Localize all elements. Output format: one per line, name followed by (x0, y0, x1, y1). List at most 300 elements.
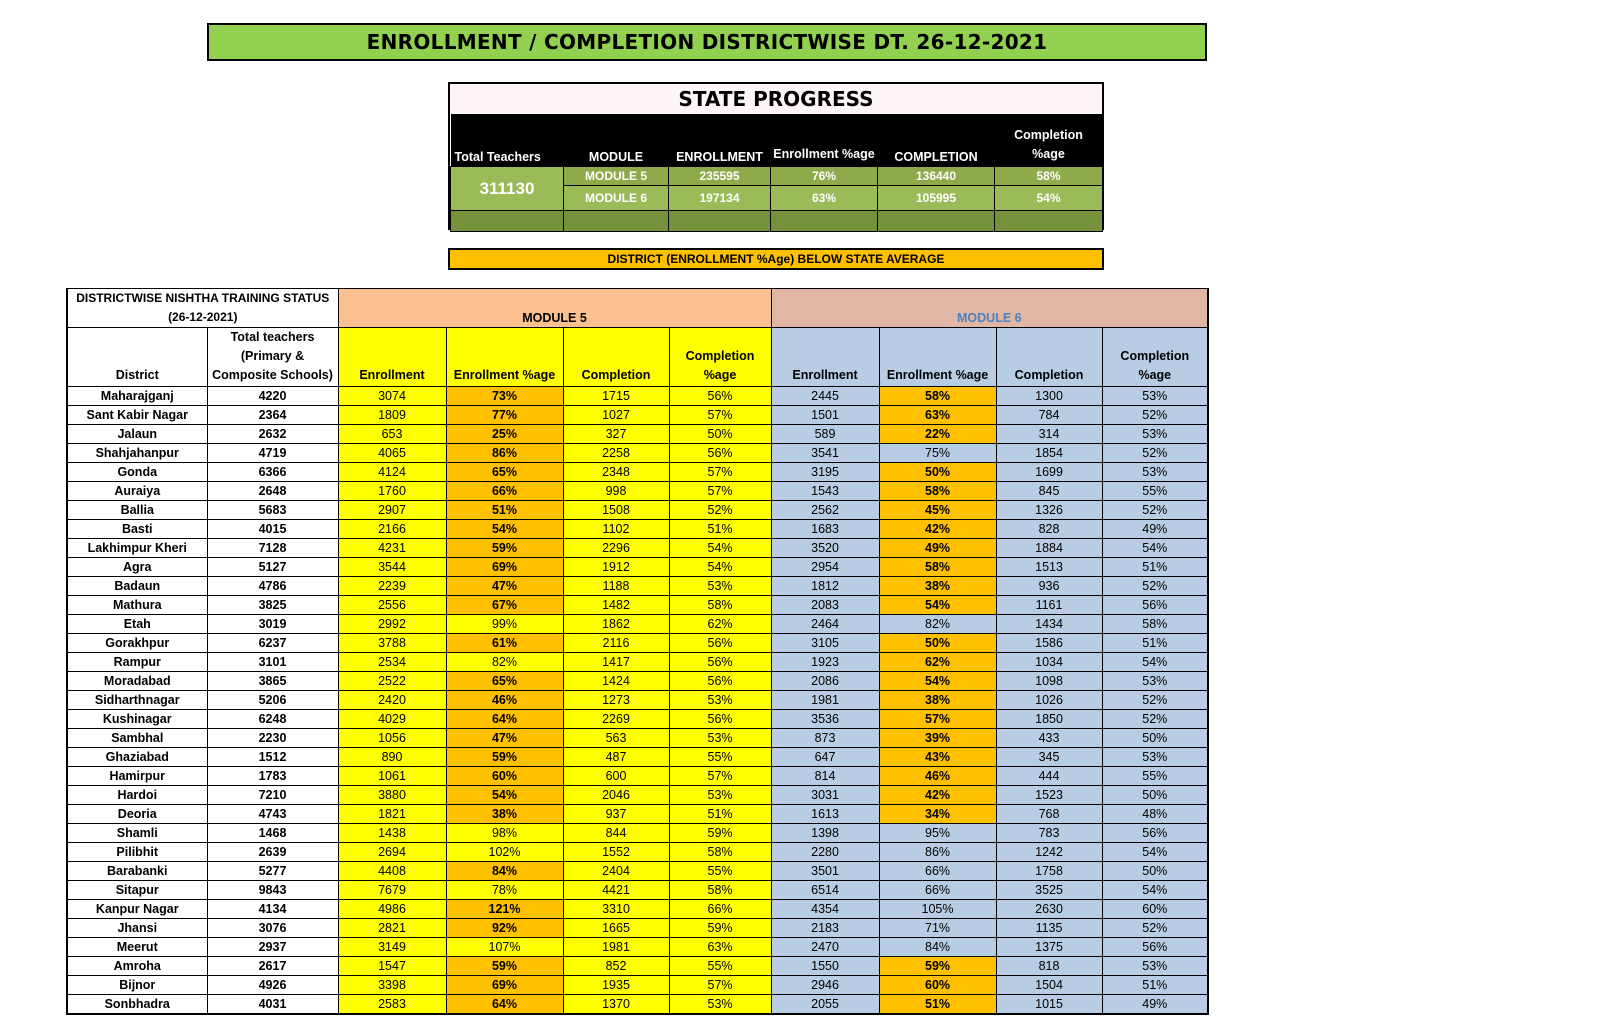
m5-completion-pct: 58% (669, 843, 771, 862)
col-enrollment: ENROLLMENT (669, 114, 771, 167)
m5-completion: 844 (563, 824, 669, 843)
table-row (67, 976, 1208, 995)
m5-completion: 327 (563, 425, 669, 444)
m5-enrollment: 1547 (338, 957, 446, 976)
empty-cell (995, 211, 1103, 232)
m6-completion: 768 (996, 805, 1102, 824)
m6-completion-pct: 58% (1102, 615, 1208, 634)
m6-enrollment-pct: 66% (879, 881, 996, 900)
col-completion-pct: Completion %age (995, 114, 1103, 167)
completion-pct-value: 54% (995, 186, 1103, 211)
table-row (67, 710, 1208, 729)
m6-enrollment: 1683 (771, 520, 879, 539)
table-row (67, 425, 1208, 444)
m6-completion: 1854 (996, 444, 1102, 463)
district-name: Jalaun (67, 425, 207, 444)
m5-completion-pct: 57% (669, 767, 771, 786)
m5-enrollment: 3074 (338, 387, 446, 406)
m5-enrollment-pct: 60% (446, 767, 563, 786)
total-teachers: 1512 (207, 748, 338, 767)
m6-enrollment-pct: 50% (879, 634, 996, 653)
m5-completion-pct: 57% (669, 406, 771, 425)
total-teachers: 4743 (207, 805, 338, 824)
m6-completion: 845 (996, 482, 1102, 501)
m5-completion: 998 (563, 482, 669, 501)
m5-enrollment: 3880 (338, 786, 446, 805)
table-row (67, 843, 1208, 862)
m5-enrollment-pct: 61% (446, 634, 563, 653)
m5-col-enrollment: Enrollment (338, 328, 446, 387)
m5-completion-pct: 52% (669, 501, 771, 520)
district-name: Sambhal (67, 729, 207, 748)
m5-enrollment-pct: 64% (446, 995, 563, 1015)
m5-completion-pct: 56% (669, 444, 771, 463)
m5-enrollment-pct: 47% (446, 577, 563, 596)
total-teachers: 3101 (207, 653, 338, 672)
m6-completion-pct: 51% (1102, 634, 1208, 653)
district-name: Rampur (67, 653, 207, 672)
m6-completion: 1326 (996, 501, 1102, 520)
m5-enrollment-pct: 54% (446, 786, 563, 805)
m6-col-completion: Completion (996, 328, 1102, 387)
m6-enrollment: 3501 (771, 862, 879, 881)
page-title: ENROLLMENT / COMPLETION DISTRICTWISE DT. 26-12-2021 (207, 23, 1207, 61)
m5-enrollment: 4231 (338, 539, 446, 558)
table-row (67, 805, 1208, 824)
district-name: Etah (67, 615, 207, 634)
district-name: Shahjahanpur (67, 444, 207, 463)
total-teachers: 9843 (207, 881, 338, 900)
m6-completion-pct: 52% (1102, 444, 1208, 463)
district-name: Basti (67, 520, 207, 539)
total-teachers: 3825 (207, 596, 338, 615)
m6-enrollment-pct: 60% (879, 976, 996, 995)
district-name: Bijnor (67, 976, 207, 995)
m5-completion: 1417 (563, 653, 669, 672)
m5-enrollment: 2166 (338, 520, 446, 539)
m5-enrollment-pct: 54% (446, 520, 563, 539)
district-table (66, 288, 1209, 1015)
completion-pct-value: 58% (995, 167, 1103, 186)
m6-enrollment-pct: 63% (879, 406, 996, 425)
district-name: Badaun (67, 577, 207, 596)
m6-completion: 1523 (996, 786, 1102, 805)
m6-completion: 1434 (996, 615, 1102, 634)
total-teachers: 4926 (207, 976, 338, 995)
m6-enrollment: 2946 (771, 976, 879, 995)
m6-completion: 444 (996, 767, 1102, 786)
m5-enrollment: 2992 (338, 615, 446, 634)
m6-col-enrollment: Enrollment (771, 328, 879, 387)
total-teachers: 2617 (207, 957, 338, 976)
m6-completion-pct: 52% (1102, 501, 1208, 520)
empty-cell (564, 211, 669, 232)
m6-enrollment-pct: 38% (879, 691, 996, 710)
m6-completion-pct: 53% (1102, 672, 1208, 691)
m6-completion-pct: 53% (1102, 387, 1208, 406)
module-label: MODULE 6 (564, 186, 669, 211)
m5-completion-pct: 57% (669, 463, 771, 482)
completion-value: 136440 (878, 167, 995, 186)
m6-enrollment: 873 (771, 729, 879, 748)
total-teachers: 1468 (207, 824, 338, 843)
district-name: Shamli (67, 824, 207, 843)
table-row (67, 691, 1208, 710)
m6-enrollment-pct: 54% (879, 596, 996, 615)
m6-completion: 314 (996, 425, 1102, 444)
m6-completion: 3525 (996, 881, 1102, 900)
m5-completion-pct: 55% (669, 748, 771, 767)
m5-completion: 487 (563, 748, 669, 767)
m5-enrollment: 1760 (338, 482, 446, 501)
m5-enrollment: 890 (338, 748, 446, 767)
m5-enrollment-pct: 59% (446, 539, 563, 558)
m5-completion: 1188 (563, 577, 669, 596)
m6-completion-pct: 53% (1102, 425, 1208, 444)
m5-enrollment: 3398 (338, 976, 446, 995)
total-teachers: 7210 (207, 786, 338, 805)
m6-enrollment: 1398 (771, 824, 879, 843)
m6-enrollment-pct: 84% (879, 938, 996, 957)
m5-col-completion: Completion (563, 328, 669, 387)
table-row (67, 938, 1208, 957)
m5-enrollment-pct: 99% (446, 615, 563, 634)
m6-enrollment: 2562 (771, 501, 879, 520)
table-row (67, 919, 1208, 938)
col-module: MODULE (564, 114, 669, 167)
district-name: Sitapur (67, 881, 207, 900)
district-name: Sant Kabir Nagar (67, 406, 207, 425)
m6-enrollment: 3541 (771, 444, 879, 463)
total-teachers: 3019 (207, 615, 338, 634)
m5-completion: 852 (563, 957, 669, 976)
m6-completion-pct: 56% (1102, 824, 1208, 843)
district-table-body (67, 387, 1208, 1015)
m5-completion-pct: 53% (669, 691, 771, 710)
m5-completion-pct: 54% (669, 558, 771, 577)
col-total-teachers: Total teachers (Primary & Composite Schools) (207, 328, 338, 387)
m5-enrollment-pct: 77% (446, 406, 563, 425)
m6-enrollment: 2470 (771, 938, 879, 957)
m5-completion: 1273 (563, 691, 669, 710)
m6-enrollment-pct: 58% (879, 387, 996, 406)
m6-enrollment-pct: 42% (879, 786, 996, 805)
m5-enrollment-pct: 38% (446, 805, 563, 824)
m5-enrollment: 7679 (338, 881, 446, 900)
m5-completion: 1981 (563, 938, 669, 957)
m5-enrollment-pct: 92% (446, 919, 563, 938)
m5-completion: 2269 (563, 710, 669, 729)
m6-enrollment: 6514 (771, 881, 879, 900)
m5-enrollment: 2239 (338, 577, 446, 596)
district-name: Kushinagar (67, 710, 207, 729)
district-name: Hardoi (67, 786, 207, 805)
m5-col-enrollment-pct: Enrollment %age (446, 328, 563, 387)
m5-enrollment: 4986 (338, 900, 446, 919)
m5-completion: 1665 (563, 919, 669, 938)
district-name: Deoria (67, 805, 207, 824)
m6-completion: 1098 (996, 672, 1102, 691)
district-name: Auraiya (67, 482, 207, 501)
m6-enrollment-pct: 71% (879, 919, 996, 938)
m6-completion-pct: 60% (1102, 900, 1208, 919)
table-row (67, 501, 1208, 520)
m5-completion: 1552 (563, 843, 669, 862)
m6-enrollment: 647 (771, 748, 879, 767)
m6-completion-pct: 52% (1102, 577, 1208, 596)
m6-enrollment-pct: 38% (879, 577, 996, 596)
m5-completion-pct: 57% (669, 976, 771, 995)
table-row (67, 539, 1208, 558)
m5-enrollment: 4065 (338, 444, 446, 463)
district-name: Amroha (67, 957, 207, 976)
total-teachers: 4134 (207, 900, 338, 919)
table-row (67, 748, 1208, 767)
district-name: Mathura (67, 596, 207, 615)
m6-completion: 1026 (996, 691, 1102, 710)
m5-enrollment-pct: 59% (446, 957, 563, 976)
m6-completion-pct: 52% (1102, 406, 1208, 425)
m5-completion: 1935 (563, 976, 669, 995)
m5-enrollment: 3544 (338, 558, 446, 577)
total-teachers: 4220 (207, 387, 338, 406)
empty-cell (451, 211, 564, 232)
m6-enrollment-pct: 22% (879, 425, 996, 444)
m6-completion: 1504 (996, 976, 1102, 995)
m6-enrollment-pct: 39% (879, 729, 996, 748)
empty-cell (878, 211, 995, 232)
m6-enrollment: 814 (771, 767, 879, 786)
m5-enrollment: 1061 (338, 767, 446, 786)
m5-enrollment-pct: 65% (446, 463, 563, 482)
district-name: Moradabad (67, 672, 207, 691)
m6-completion-pct: 53% (1102, 957, 1208, 976)
m6-completion: 936 (996, 577, 1102, 596)
m6-completion: 1242 (996, 843, 1102, 862)
m6-completion-pct: 49% (1102, 520, 1208, 539)
m5-completion: 2296 (563, 539, 669, 558)
district-name: Hamirpur (67, 767, 207, 786)
m5-enrollment: 1438 (338, 824, 446, 843)
m6-completion-pct: 54% (1102, 881, 1208, 900)
m6-enrollment: 3536 (771, 710, 879, 729)
total-teachers: 2632 (207, 425, 338, 444)
m6-enrollment-pct: 42% (879, 520, 996, 539)
m5-completion: 1862 (563, 615, 669, 634)
m6-enrollment-pct: 58% (879, 482, 996, 501)
m6-completion-pct: 53% (1102, 748, 1208, 767)
m6-enrollment: 589 (771, 425, 879, 444)
m6-completion-pct: 50% (1102, 729, 1208, 748)
district-name: Gorakhpur (67, 634, 207, 653)
m5-completion-pct: 58% (669, 596, 771, 615)
m5-completion-pct: 53% (669, 786, 771, 805)
enrollment-pct-value: 63% (771, 186, 878, 211)
m5-completion: 1424 (563, 672, 669, 691)
m5-enrollment: 2556 (338, 596, 446, 615)
district-name: Jhansi (67, 919, 207, 938)
m6-completion-pct: 55% (1102, 482, 1208, 501)
m6-completion-pct: 49% (1102, 995, 1208, 1015)
total-teachers: 6248 (207, 710, 338, 729)
total-teachers: 4719 (207, 444, 338, 463)
m6-completion-pct: 52% (1102, 919, 1208, 938)
m5-completion-pct: 55% (669, 862, 771, 881)
m5-completion: 1508 (563, 501, 669, 520)
header-row-columns (67, 328, 1208, 387)
module5-header: MODULE 5 (338, 289, 771, 328)
m5-col-completion-pct: Completion %age (669, 328, 771, 387)
district-name: Ghaziabad (67, 748, 207, 767)
m5-enrollment-pct: 102% (446, 843, 563, 862)
enrollment-value: 235595 (669, 167, 771, 186)
table-row (67, 653, 1208, 672)
table-row (67, 862, 1208, 881)
table-row (67, 406, 1208, 425)
m6-completion: 783 (996, 824, 1102, 843)
m5-enrollment-pct: 69% (446, 558, 563, 577)
m5-completion-pct: 50% (669, 425, 771, 444)
m6-col-completion-pct: Completion %age (1102, 328, 1208, 387)
m6-completion-pct: 50% (1102, 862, 1208, 881)
district-name: Pilibhit (67, 843, 207, 862)
m6-enrollment: 2954 (771, 558, 879, 577)
m6-completion-pct: 53% (1102, 463, 1208, 482)
state-progress-table (450, 114, 1103, 232)
m5-enrollment: 3788 (338, 634, 446, 653)
m6-enrollment-pct: 57% (879, 710, 996, 729)
table-row (67, 577, 1208, 596)
total-teachers-value: 311130 (451, 167, 564, 211)
district-name: Agra (67, 558, 207, 577)
m5-enrollment: 2907 (338, 501, 446, 520)
m5-completion: 4421 (563, 881, 669, 900)
below-average-legend: DISTRICT (ENROLLMENT %Age) BELOW STATE AVERAGE (448, 248, 1104, 270)
m5-enrollment: 2420 (338, 691, 446, 710)
m6-completion: 1300 (996, 387, 1102, 406)
m5-enrollment-pct: 47% (446, 729, 563, 748)
m6-completion: 828 (996, 520, 1102, 539)
total-teachers: 2937 (207, 938, 338, 957)
m6-enrollment: 2445 (771, 387, 879, 406)
total-teachers: 2230 (207, 729, 338, 748)
table-row (67, 672, 1208, 691)
m6-enrollment-pct: 66% (879, 862, 996, 881)
m5-enrollment-pct: 69% (446, 976, 563, 995)
m6-enrollment: 1550 (771, 957, 879, 976)
state-row-empty (451, 211, 1103, 232)
m6-completion: 1699 (996, 463, 1102, 482)
m6-completion: 784 (996, 406, 1102, 425)
m5-completion: 1102 (563, 520, 669, 539)
table-row (67, 767, 1208, 786)
m6-enrollment: 1501 (771, 406, 879, 425)
state-row-module5 (451, 167, 1103, 186)
m5-enrollment-pct: 25% (446, 425, 563, 444)
table-row (67, 520, 1208, 539)
m6-enrollment: 2464 (771, 615, 879, 634)
total-teachers: 1783 (207, 767, 338, 786)
m6-enrollment-pct: 62% (879, 653, 996, 672)
m5-completion-pct: 63% (669, 938, 771, 957)
m5-enrollment-pct: 67% (446, 596, 563, 615)
m5-enrollment-pct: 46% (446, 691, 563, 710)
table-row (67, 387, 1208, 406)
total-teachers: 6366 (207, 463, 338, 482)
m5-completion: 2404 (563, 862, 669, 881)
m6-enrollment-pct: 49% (879, 539, 996, 558)
m6-completion: 1161 (996, 596, 1102, 615)
m6-enrollment-pct: 54% (879, 672, 996, 691)
district-name: Sidharthnagar (67, 691, 207, 710)
m5-completion-pct: 62% (669, 615, 771, 634)
table-row (67, 881, 1208, 900)
m5-completion-pct: 54% (669, 539, 771, 558)
m6-completion: 1513 (996, 558, 1102, 577)
m5-enrollment-pct: 66% (446, 482, 563, 501)
m5-completion: 2046 (563, 786, 669, 805)
m5-completion-pct: 53% (669, 995, 771, 1015)
m6-enrollment-pct: 50% (879, 463, 996, 482)
m6-enrollment: 1613 (771, 805, 879, 824)
m5-completion-pct: 51% (669, 805, 771, 824)
district-name: Lakhimpur Kheri (67, 539, 207, 558)
col-completion: COMPLETION (878, 114, 995, 167)
m5-completion: 937 (563, 805, 669, 824)
m5-completion: 1027 (563, 406, 669, 425)
m5-enrollment: 4029 (338, 710, 446, 729)
m5-enrollment: 2534 (338, 653, 446, 672)
m5-enrollment-pct: 84% (446, 862, 563, 881)
m5-completion-pct: 53% (669, 577, 771, 596)
district-name: Ballia (67, 501, 207, 520)
table-row (67, 995, 1208, 1015)
m6-enrollment-pct: 46% (879, 767, 996, 786)
enrollment-pct-value: 76% (771, 167, 878, 186)
m5-enrollment: 1809 (338, 406, 446, 425)
table-row (67, 824, 1208, 843)
m6-enrollment-pct: 75% (879, 444, 996, 463)
m6-completion-pct: 50% (1102, 786, 1208, 805)
m5-completion-pct: 56% (669, 710, 771, 729)
m6-completion-pct: 54% (1102, 653, 1208, 672)
m5-enrollment: 4124 (338, 463, 446, 482)
m6-completion-pct: 52% (1102, 691, 1208, 710)
state-progress-panel (448, 82, 1104, 230)
m5-completion: 1370 (563, 995, 669, 1015)
m6-completion: 1758 (996, 862, 1102, 881)
m6-completion-pct: 51% (1102, 558, 1208, 577)
m6-enrollment: 3031 (771, 786, 879, 805)
m5-completion-pct: 53% (669, 729, 771, 748)
m6-completion: 433 (996, 729, 1102, 748)
total-teachers: 3076 (207, 919, 338, 938)
m5-completion: 1715 (563, 387, 669, 406)
m5-completion-pct: 56% (669, 672, 771, 691)
total-teachers: 3865 (207, 672, 338, 691)
m5-completion-pct: 66% (669, 900, 771, 919)
col-total-teachers: Total Teachers (451, 114, 564, 167)
total-teachers: 6237 (207, 634, 338, 653)
module6-header: MODULE 6 (771, 289, 1208, 328)
m6-enrollment-pct: 43% (879, 748, 996, 767)
district-name: Maharajganj (67, 387, 207, 406)
m5-completion-pct: 56% (669, 634, 771, 653)
m5-enrollment: 653 (338, 425, 446, 444)
completion-value: 105995 (878, 186, 995, 211)
m6-enrollment: 2083 (771, 596, 879, 615)
m5-completion: 600 (563, 767, 669, 786)
